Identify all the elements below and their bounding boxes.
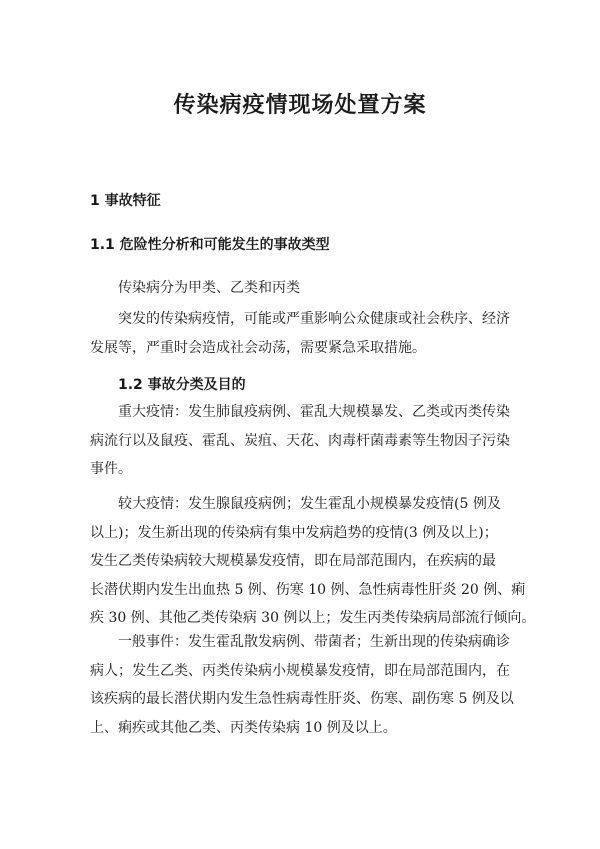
paragraph-general-event xyxy=(90,628,522,742)
paragraph-major-epidemic xyxy=(90,398,522,484)
paragraph-line: 突发的传染病疫情，可能或严重影响公众健康或社会秩序、经济 xyxy=(118,311,510,327)
paragraph-line: 疾 30 例、其他乙类传染病 30 例以上；发生丙类传染病局部流行倾向。 xyxy=(90,610,536,626)
paragraph-line: 该疾病的最长潜伏期内发生急性病毒性肝炎、伤寒、副伤寒 5 例及以 xyxy=(90,691,514,707)
paragraph-line: 发展等，严重时会造成社会动荡，需要紧急采取措施。 xyxy=(90,339,426,356)
paragraph-line: 传染病分为甲类、乙类和丙类 xyxy=(118,280,300,296)
paragraph-line: 事件。 xyxy=(90,461,132,477)
paragraph-line: 一般事件：发生霍乱散发病例、带菌者；生新出现的传染病确诊 xyxy=(118,634,510,650)
paragraph-line: 病流行以及鼠疫、霍乱、炭疽、天花、肉毒杆菌毒素等生物因子污染 xyxy=(90,432,510,449)
paragraph-line: 较大疫情：发生腺鼠疫病例；发生霍乱小规模暴发疫情(5 例及 xyxy=(118,496,501,512)
paragraph-disease-categories xyxy=(90,274,522,303)
paragraph-line: 发生乙类传染病较大规模暴发疫情，即在局部范围内，在疾病的最 xyxy=(90,553,496,569)
paragraph-sudden-outbreak xyxy=(90,305,522,362)
paragraph-line: 上、痢疾或其他乙类、丙类传染病 10 例及以上。 xyxy=(90,719,397,736)
paragraph-line: 病人；发生乙类、丙类传染病小规模暴发疫情，即在局部范围内，在 xyxy=(90,662,510,679)
paragraph-line: 重大疫情：发生肺鼠疫病例、霍乱大规模暴发、乙类或丙类传染 xyxy=(118,404,510,420)
paragraph-line: 以上)；发生新出现的传染病有集中发病趋势的疫情(3 例及以上)； xyxy=(90,524,498,541)
paragraph-line: 长潜伏期内发生出血热 5 例、伤寒 10 例、急性病毒性肝炎 20 例、痢 xyxy=(90,581,526,598)
section-heading-1-1: 1.1 危险性分析和可能发生的事故类型 xyxy=(90,237,330,253)
document-title: 传染病疫情现场处置方案 xyxy=(173,93,427,118)
paragraph-large-epidemic xyxy=(90,490,536,633)
section-heading-1: 1 事故特征 xyxy=(90,193,161,209)
section-heading-1-2: 1.2 事故分类及目的 xyxy=(118,377,246,393)
